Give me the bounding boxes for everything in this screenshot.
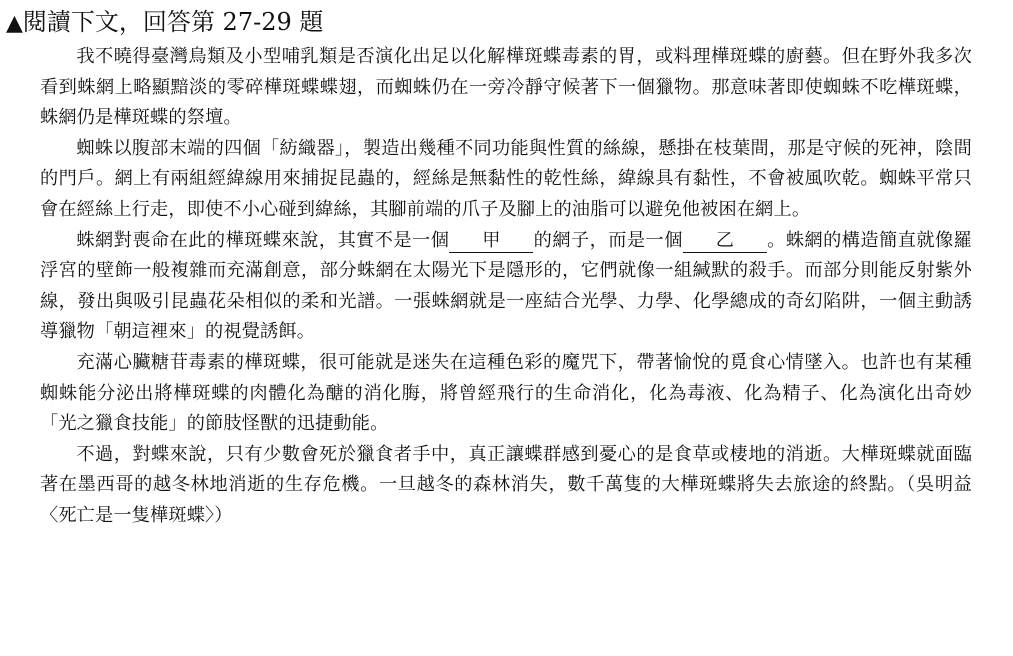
paragraph-3-part-1: 蛛網對喪命在此的樺斑蝶來說，其實不是一個 (76, 229, 450, 251)
paragraph-4: 充滿心臟糖苷毒素的樺斑蝶，很可能就是迷失在這種色彩的魔咒下，帶著愉悅的覓食心情墜入。也許也有某種蜘蛛能分泌出將樺斑蝶的肉體化為醣的消化脢，將曾經飛行的生命消化，化為毒液、化為精子、化為演化出奇妙「光之獵食技能」的節肢怪獸的迅捷動能。 (40, 351, 972, 435)
reading-passage (40, 42, 972, 532)
paragraph-3-part-3: 。蛛網的構造簡直就像羅浮宮的壁飾一般複雜而充滿創意，部分蛛網在太陽光下是隱形的，它們就像一組緘默的殺手。而部分則能反射紫外線，發出與吸引昆蟲花朵相似的柔和光譜。一張蛛網就是一座結合光學、力學、化學總成的奇幻陷阱，一個主動誘導獵物「朝這裡來」的視覺誘餌。 (40, 229, 972, 343)
blank-yi: 乙 (683, 230, 767, 253)
section-heading (6, 6, 323, 38)
paragraph-1: 我不曉得臺灣鳥類及小型哺乳類是否演化出足以化解樺斑蝶毒素的胃，或料理樺斑蝶的廚藝。但在野外我多次看到蛛網上略顯黯淡的零碎樺斑蝶蝶翅，而蜘蛛仍在一旁冷靜守候著下一個獵物。那意味著即使蜘蛛不吃樺斑蝶，蛛網仍是樺斑蝶的祭壇。 (40, 46, 972, 129)
blank-jia: 甲 (449, 230, 533, 253)
paragraph-5: 不過，對蝶來說，只有少數會死於獵食者手中，真正讓蝶群感到憂心的是食草或棲地的消逝。大樺斑蝶就面臨著在墨西哥的越冬林地消逝的生存危機。一旦越冬的森林消失，數千萬隻的大樺斑蝶將失去旅途的終點。（吳明益〈死亡是一隻樺斑蝶〉） (40, 443, 972, 526)
paragraph-2: 蜘蛛以腹部末端的四個「紡織器」，製造出幾種不同功能與性質的絲線，懸掛在枝葉間，那是守候的死神，陰間的門戶。網上有兩組經緯線用來捕捉昆蟲的，經絲是無黏性的乾性絲，緯線具有黏性，不會被風吹乾。蜘蛛平常只會在經絲上行走，即使不小心碰到緯絲，其腳前端的爪子及腳上的油脂可以避免他被困在網上。 (40, 137, 972, 220)
paragraph-3 (40, 226, 972, 348)
paragraph-3-part-2: 的網子，而是一個 (533, 229, 683, 251)
heading-text: 閱讀下文，回答第 27-29 題 (22, 8, 324, 36)
triangle-marker-icon: ▲ (6, 11, 23, 36)
